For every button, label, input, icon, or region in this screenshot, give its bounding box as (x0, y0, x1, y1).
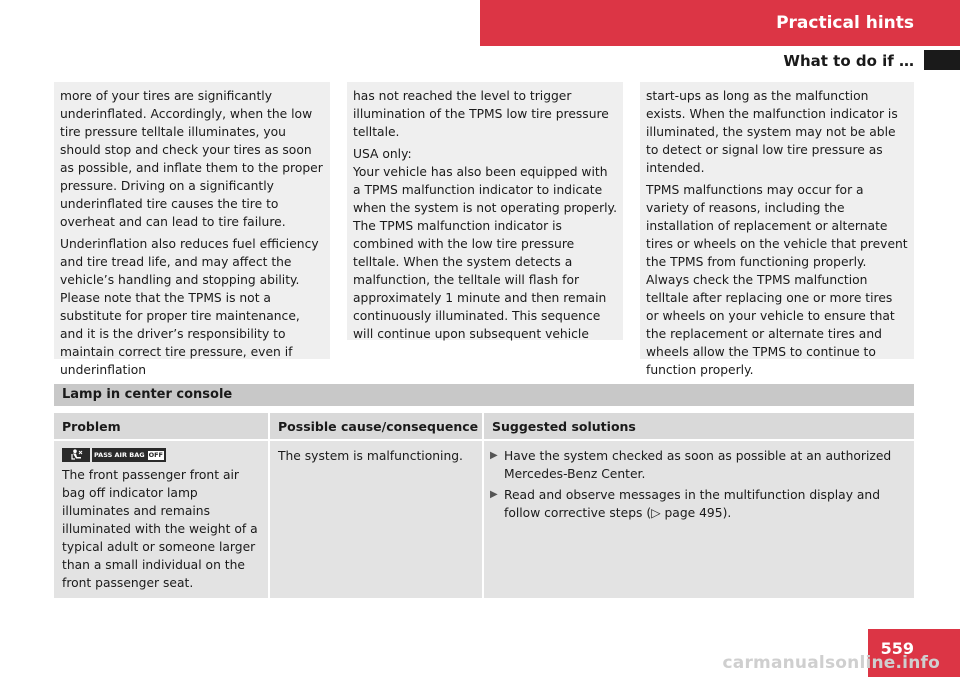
bullet-arrow-icon: ▶ (490, 489, 498, 500)
paragraph: TPMS malfunctions may occur for a variety of reasons, including the installation of replacement or alternate tires or wheels on the vehicle that prevent the TPMS from functioning properly. Always check the TPMS malfunction telltale after replacing one or more tires or wheels on your vehicle to ensure that the replacement or alternate tires and wheels allow the TPMS to continue to function properly. (646, 183, 908, 377)
paragraph: start-ups as long as the malfunction exists. When the malfunction indicator is illuminated, the system may not be able to detect or signal low tire pressure as intended. (646, 89, 898, 175)
cause-cell (270, 441, 484, 598)
page-number: 559 (868, 629, 960, 677)
paragraph: more of your tires are significantly underinflated. Accordingly, when the low tire pressure telltale illuminates, you should stop and check your tires as soon as possible, and inflate them to the proper pressure. Driving on a significantly underinflated tire causes the tire to overheat and can lead to tire failure. (60, 89, 323, 229)
bullet-arrow-icon: ▶ (490, 450, 498, 461)
paragraph: has not reached the level to trigger illumination of the TPMS low tire pressure telltale. (353, 89, 609, 139)
table-title: Lamp in center console (54, 384, 914, 406)
text-column-3 (640, 82, 914, 377)
problem-text: The front passenger front air bag off indicator lamp illuminates and remains illuminated with the weight of a typical adult or someone larger than a small individual on the front passenger seat. (62, 468, 258, 590)
off-label: OFF (148, 450, 163, 459)
header-problem: Problem (54, 413, 270, 439)
usa-only-label: USA only: (353, 147, 412, 161)
solutions-cell (484, 441, 914, 598)
section-header (480, 0, 960, 46)
seated-person-icon (62, 448, 90, 462)
solution-item: ▶ Have the system checked as soon as possible at an authorized Mercedes-Benz Center. (490, 449, 892, 481)
paragraph: Underinflation also reduces fuel efficiency and tire tread life, and may affect the vehicle’s handling and stopping ability. Please note that the TPMS is not a substitute for proper tire maintenance, and it is the driver’s responsibility to maintain correct tire pressure, even if underinflation (60, 237, 319, 377)
cause-text: The system is malfunctioning. (278, 449, 463, 463)
table-header-row (54, 413, 914, 439)
paragraph: Your vehicle has also been equipped with a TPMS malfunction indicator to indicate when the system is not operating properly. The TPMS malfunction indicator is combined with the low tire pressure telltale. When the system detects a malfunction, the telltale will flash for approximately 1 minute and then remain continuously illuminated. This sequence will continue upon subsequent vehicle (353, 165, 617, 341)
subsection-title: What to do if … (783, 52, 914, 70)
header-cause: Possible cause/consequence (270, 413, 484, 439)
text-column-1 (54, 82, 330, 377)
solution-item: ▶ Read and observe messages in the multifunction display and follow corrective steps (▷ page 495). (490, 488, 881, 520)
table-row (54, 441, 914, 598)
pass-air-bag-off-icon (62, 447, 262, 463)
section-title: Practical hints (776, 13, 914, 33)
pass-air-bag-label: PASS AIR BAG OFF (92, 448, 166, 462)
watermark: carmanualsonline.info (722, 653, 940, 673)
header-solutions: Suggested solutions (492, 419, 636, 434)
text-column-2 (347, 82, 623, 340)
lamp-table (54, 384, 914, 598)
problem-cell (54, 441, 270, 598)
thumb-tab (924, 50, 960, 70)
